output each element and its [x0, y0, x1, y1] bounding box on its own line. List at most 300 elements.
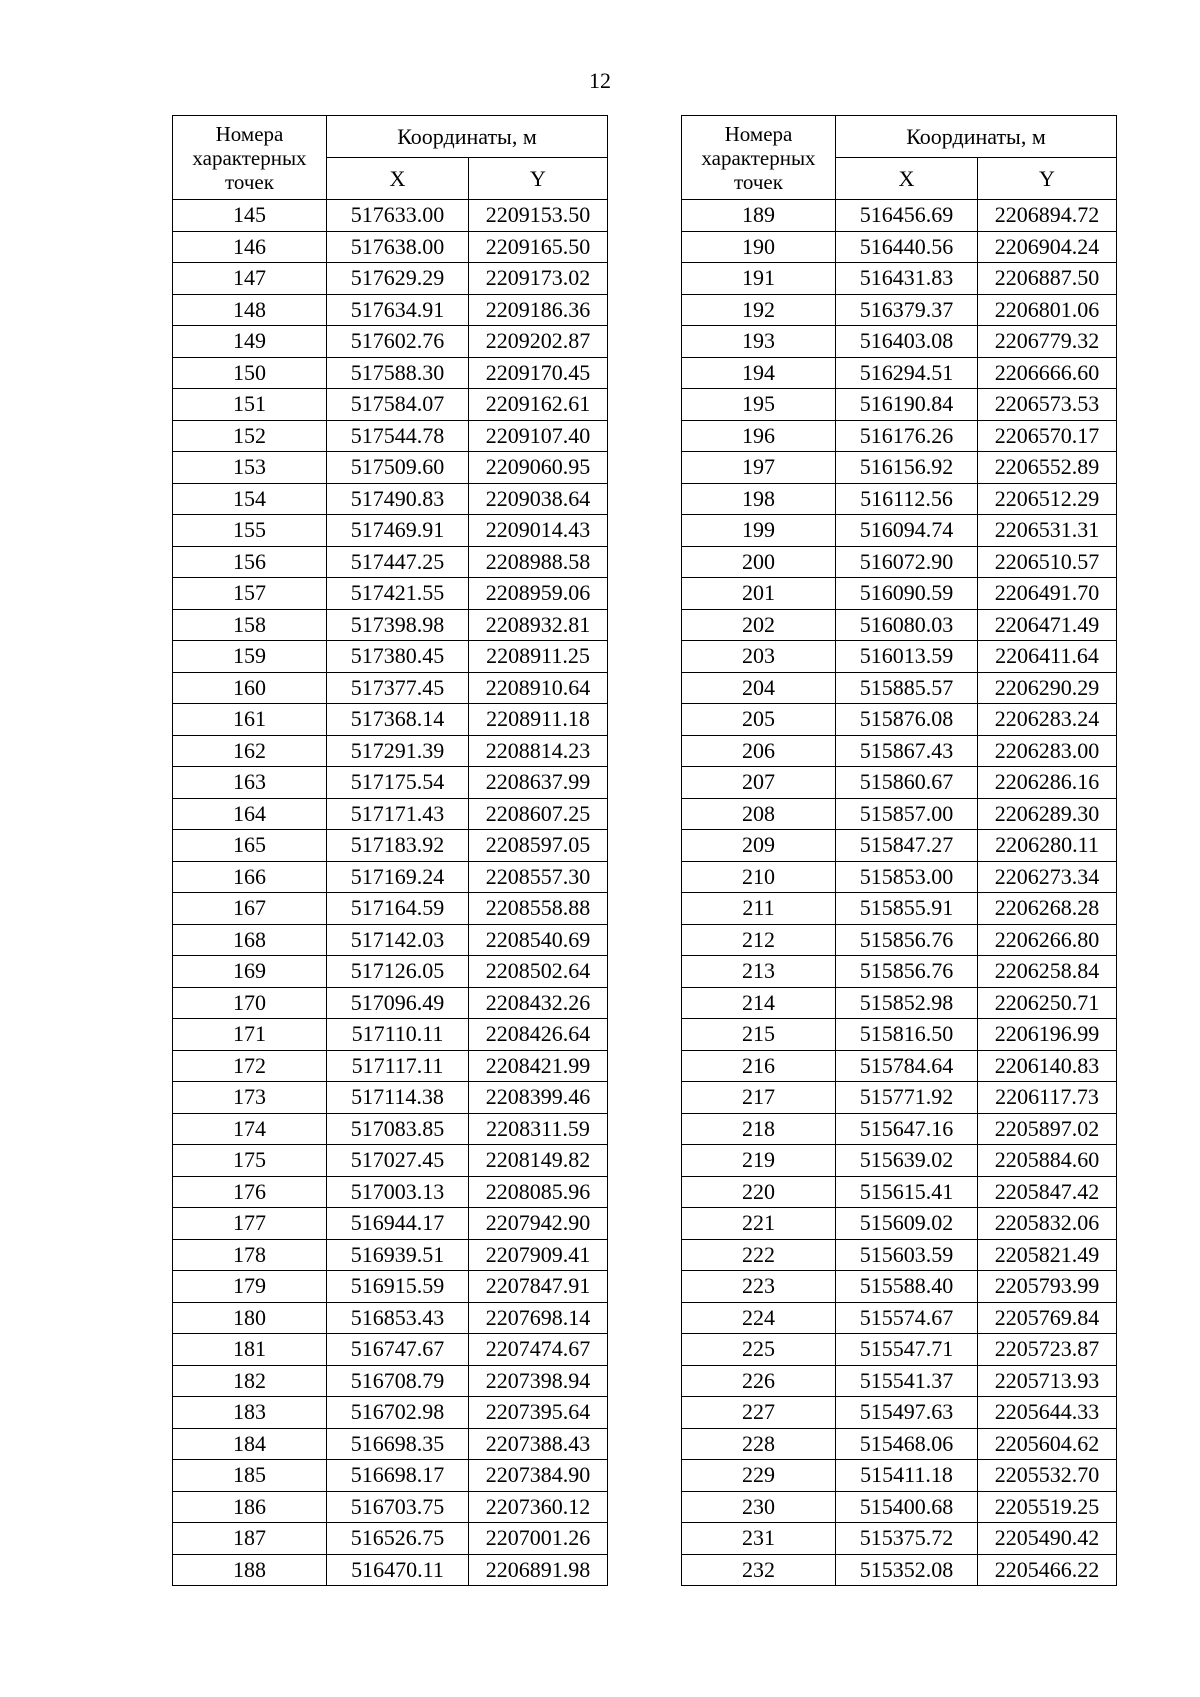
- y-coordinate-cell: 2206411.64: [978, 641, 1117, 673]
- y-coordinate-cell: 2205723.87: [978, 1334, 1117, 1366]
- x-coordinate-cell: 517509.60: [327, 452, 469, 484]
- point-number-cell: 166: [173, 861, 327, 893]
- table-row: [682, 1334, 1117, 1366]
- x-coordinate-cell: 517638.00: [327, 231, 469, 263]
- point-number-cell: 164: [173, 798, 327, 830]
- point-number-cell: 232: [682, 1554, 836, 1586]
- table-row: [682, 1145, 1117, 1177]
- table-row: [682, 672, 1117, 704]
- y-coordinate-cell: 2209202.87: [469, 326, 608, 358]
- y-coordinate-cell: 2207395.64: [469, 1397, 608, 1429]
- table-row: [682, 1208, 1117, 1240]
- x-coordinate-cell: 516379.37: [836, 294, 978, 326]
- table-row: [173, 1176, 608, 1208]
- point-number-cell: 226: [682, 1365, 836, 1397]
- point-number-cell: 227: [682, 1397, 836, 1429]
- y-coordinate-cell: 2206510.57: [978, 546, 1117, 578]
- x-coordinate-cell: 517175.54: [327, 767, 469, 799]
- x-coordinate-cell: 517083.85: [327, 1113, 469, 1145]
- x-coordinate-cell: 515497.63: [836, 1397, 978, 1429]
- table-row: [173, 263, 608, 295]
- table-row: [173, 1113, 608, 1145]
- y-coordinate-cell: 2206290.29: [978, 672, 1117, 704]
- point-number-cell: 191: [682, 263, 836, 295]
- y-coordinate-cell: 2208597.05: [469, 830, 608, 862]
- coordinates-header: Координаты, м: [327, 116, 608, 158]
- table-row: [173, 1428, 608, 1460]
- table-row: [173, 735, 608, 767]
- x-coordinate-cell: 517291.39: [327, 735, 469, 767]
- y-coordinate-cell: 2206283.24: [978, 704, 1117, 736]
- point-number-cell: 186: [173, 1491, 327, 1523]
- x-coordinate-cell: 515468.06: [836, 1428, 978, 1460]
- y-coordinate-cell: 2209038.64: [469, 483, 608, 515]
- point-number-cell: 179: [173, 1271, 327, 1303]
- point-number-cell: 201: [682, 578, 836, 610]
- table-row: [682, 830, 1117, 862]
- point-number-cell: 198: [682, 483, 836, 515]
- table-row: [173, 1271, 608, 1303]
- y-coordinate-cell: 2208910.64: [469, 672, 608, 704]
- x-coordinate-cell: 516702.98: [327, 1397, 469, 1429]
- point-number-cell: 184: [173, 1428, 327, 1460]
- y-coordinate-cell: 2205821.49: [978, 1239, 1117, 1271]
- point-number-cell: 145: [173, 200, 327, 232]
- y-coordinate-cell: 2208311.59: [469, 1113, 608, 1145]
- table-row: [682, 767, 1117, 799]
- x-coordinate-cell: 517421.55: [327, 578, 469, 610]
- point-number-cell: 152: [173, 420, 327, 452]
- x-coordinate-cell: 515411.18: [836, 1460, 978, 1492]
- y-coordinate-cell: 2208911.25: [469, 641, 608, 673]
- table-row: [173, 515, 608, 547]
- x-coordinate-cell: 516440.56: [836, 231, 978, 263]
- table-row: [173, 1208, 608, 1240]
- x-coordinate-cell: 515375.72: [836, 1523, 978, 1555]
- y-coordinate-cell: 2208988.58: [469, 546, 608, 578]
- table-row: [173, 1523, 608, 1555]
- x-coordinate-cell: 516176.26: [836, 420, 978, 452]
- y-coordinate-cell: 2207360.12: [469, 1491, 608, 1523]
- y-coordinate-cell: 2206801.06: [978, 294, 1117, 326]
- y-coordinate-cell: 2206196.99: [978, 1019, 1117, 1051]
- y-column-header: Y: [469, 158, 608, 200]
- y-coordinate-cell: 2208607.25: [469, 798, 608, 830]
- x-coordinate-cell: 517117.11: [327, 1050, 469, 1082]
- y-coordinate-cell: 2209107.40: [469, 420, 608, 452]
- table-row: [682, 1176, 1117, 1208]
- y-coordinate-cell: 2207001.26: [469, 1523, 608, 1555]
- table-row: [173, 1145, 608, 1177]
- x-coordinate-cell: 517380.45: [327, 641, 469, 673]
- y-coordinate-cell: 2206904.24: [978, 231, 1117, 263]
- x-coordinate-cell: 516470.11: [327, 1554, 469, 1586]
- point-number-cell: 225: [682, 1334, 836, 1366]
- point-number-cell: 178: [173, 1239, 327, 1271]
- y-coordinate-cell: 2205490.42: [978, 1523, 1117, 1555]
- table-row: [682, 735, 1117, 767]
- point-number-cell: 203: [682, 641, 836, 673]
- table-row: [173, 326, 608, 358]
- y-coordinate-cell: 2209186.36: [469, 294, 608, 326]
- y-coordinate-cell: 2207847.91: [469, 1271, 608, 1303]
- table-row: [682, 1523, 1117, 1555]
- y-coordinate-cell: 2207474.67: [469, 1334, 608, 1366]
- y-coordinate-cell: 2206552.89: [978, 452, 1117, 484]
- table-row: [682, 704, 1117, 736]
- y-coordinate-cell: 2206491.70: [978, 578, 1117, 610]
- table-row: [682, 893, 1117, 925]
- table-row: [682, 924, 1117, 956]
- table-row: [173, 798, 608, 830]
- point-number-cell: 214: [682, 987, 836, 1019]
- coordinates-header: Координаты, м: [836, 116, 1117, 158]
- x-coordinate-cell: 515647.16: [836, 1113, 978, 1145]
- y-coordinate-cell: 2206891.98: [469, 1554, 608, 1586]
- y-coordinate-cell: 2205644.33: [978, 1397, 1117, 1429]
- y-coordinate-cell: 2208085.96: [469, 1176, 608, 1208]
- y-coordinate-cell: 2206258.84: [978, 956, 1117, 988]
- table-row: [682, 1302, 1117, 1334]
- x-coordinate-cell: 515847.27: [836, 830, 978, 862]
- table-row: [173, 956, 608, 988]
- y-coordinate-cell: 2207909.41: [469, 1239, 608, 1271]
- table-row: [173, 609, 608, 641]
- point-number-cell: 221: [682, 1208, 836, 1240]
- y-column-header: Y: [978, 158, 1117, 200]
- x-coordinate-cell: 517169.24: [327, 861, 469, 893]
- point-number-cell: 185: [173, 1460, 327, 1492]
- y-coordinate-cell: 2205897.02: [978, 1113, 1117, 1145]
- y-coordinate-cell: 2206573.53: [978, 389, 1117, 421]
- point-number-cell: 211: [682, 893, 836, 925]
- point-number-cell: 181: [173, 1334, 327, 1366]
- point-number-cell: 197: [682, 452, 836, 484]
- table-row: [173, 200, 608, 232]
- table-row: [173, 672, 608, 704]
- x-coordinate-cell: 517629.29: [327, 263, 469, 295]
- y-coordinate-cell: 2206289.30: [978, 798, 1117, 830]
- x-coordinate-cell: 516190.84: [836, 389, 978, 421]
- point-number-cell: 170: [173, 987, 327, 1019]
- point-number-cell: 220: [682, 1176, 836, 1208]
- x-coordinate-cell: 516080.03: [836, 609, 978, 641]
- table-row: [173, 1334, 608, 1366]
- point-number-cell: 224: [682, 1302, 836, 1334]
- x-coordinate-cell: 516853.43: [327, 1302, 469, 1334]
- x-coordinate-cell: 515856.76: [836, 924, 978, 956]
- point-number-cell: 177: [173, 1208, 327, 1240]
- y-coordinate-cell: 2206531.31: [978, 515, 1117, 547]
- x-coordinate-cell: 517183.92: [327, 830, 469, 862]
- x-coordinate-cell: 515852.98: [836, 987, 978, 1019]
- point-number-cell: 222: [682, 1239, 836, 1271]
- table-row: [682, 609, 1117, 641]
- table-row: [682, 798, 1117, 830]
- coordinates-table-left: [172, 115, 608, 1586]
- y-coordinate-cell: 2205713.93: [978, 1365, 1117, 1397]
- table-row: [173, 1302, 608, 1334]
- table-row: [682, 357, 1117, 389]
- table-row: [682, 231, 1117, 263]
- x-coordinate-cell: 515574.67: [836, 1302, 978, 1334]
- table-row: [682, 578, 1117, 610]
- point-number-cell: 175: [173, 1145, 327, 1177]
- y-coordinate-cell: 2209153.50: [469, 200, 608, 232]
- table-row: [173, 861, 608, 893]
- x-coordinate-cell: 516431.83: [836, 263, 978, 295]
- x-coordinate-cell: 515639.02: [836, 1145, 978, 1177]
- x-coordinate-cell: 515855.91: [836, 893, 978, 925]
- y-coordinate-cell: 2208911.18: [469, 704, 608, 736]
- y-coordinate-cell: 2209162.61: [469, 389, 608, 421]
- x-coordinate-cell: 516094.74: [836, 515, 978, 547]
- x-coordinate-cell: 515609.02: [836, 1208, 978, 1240]
- x-coordinate-cell: 517447.25: [327, 546, 469, 578]
- point-number-cell: 146: [173, 231, 327, 263]
- point-number-cell: 180: [173, 1302, 327, 1334]
- point-number-cell: 207: [682, 767, 836, 799]
- point-number-cell: 192: [682, 294, 836, 326]
- x-coordinate-cell: 516747.67: [327, 1334, 469, 1366]
- x-coordinate-cell: 515876.08: [836, 704, 978, 736]
- y-coordinate-cell: 2206140.83: [978, 1050, 1117, 1082]
- point-number-cell: 163: [173, 767, 327, 799]
- table-row: [173, 1239, 608, 1271]
- table-row: [682, 641, 1117, 673]
- point-number-cell: 156: [173, 546, 327, 578]
- point-number-cell: 193: [682, 326, 836, 358]
- x-coordinate-cell: 515816.50: [836, 1019, 978, 1051]
- x-coordinate-cell: 517003.13: [327, 1176, 469, 1208]
- table-row: [682, 1113, 1117, 1145]
- x-coordinate-cell: 515853.00: [836, 861, 978, 893]
- point-number-cell: 223: [682, 1271, 836, 1303]
- y-coordinate-cell: 2207698.14: [469, 1302, 608, 1334]
- table-row: [682, 483, 1117, 515]
- point-number-cell: 202: [682, 609, 836, 641]
- table-row: [682, 389, 1117, 421]
- x-coordinate-cell: 516456.69: [836, 200, 978, 232]
- x-coordinate-cell: 517469.91: [327, 515, 469, 547]
- point-number-cell: 217: [682, 1082, 836, 1114]
- point-number-cell: 204: [682, 672, 836, 704]
- x-coordinate-cell: 516112.56: [836, 483, 978, 515]
- y-coordinate-cell: 2208959.06: [469, 578, 608, 610]
- x-coordinate-cell: 516526.75: [327, 1523, 469, 1555]
- table-row: [173, 357, 608, 389]
- table-row: [682, 452, 1117, 484]
- point-number-cell: 188: [173, 1554, 327, 1586]
- point-number-cell: 189: [682, 200, 836, 232]
- y-coordinate-cell: 2208557.30: [469, 861, 608, 893]
- point-number-cell: 210: [682, 861, 836, 893]
- table-row: [173, 987, 608, 1019]
- y-coordinate-cell: 2205532.70: [978, 1460, 1117, 1492]
- x-coordinate-cell: 516939.51: [327, 1239, 469, 1271]
- x-coordinate-cell: 516072.90: [836, 546, 978, 578]
- x-coordinate-cell: 515784.64: [836, 1050, 978, 1082]
- table-row: [682, 263, 1117, 295]
- y-coordinate-cell: 2207398.94: [469, 1365, 608, 1397]
- y-coordinate-cell: 2205466.22: [978, 1554, 1117, 1586]
- y-coordinate-cell: 2206266.80: [978, 924, 1117, 956]
- x-coordinate-cell: 517142.03: [327, 924, 469, 956]
- point-number-cell: 159: [173, 641, 327, 673]
- x-coordinate-cell: 516013.59: [836, 641, 978, 673]
- y-coordinate-cell: 2205847.42: [978, 1176, 1117, 1208]
- point-number-cell: 162: [173, 735, 327, 767]
- point-number-cell: 229: [682, 1460, 836, 1492]
- y-coordinate-cell: 2206512.29: [978, 483, 1117, 515]
- table-row: [682, 1019, 1117, 1051]
- table-row: [173, 1082, 608, 1114]
- table-row: [682, 1271, 1117, 1303]
- table-row: [682, 956, 1117, 988]
- table-row: [682, 326, 1117, 358]
- y-coordinate-cell: 2208540.69: [469, 924, 608, 956]
- table-row: [682, 1460, 1117, 1492]
- y-coordinate-cell: 2205832.06: [978, 1208, 1117, 1240]
- x-coordinate-cell: 516915.59: [327, 1271, 469, 1303]
- point-number-cell: 230: [682, 1491, 836, 1523]
- y-coordinate-cell: 2205884.60: [978, 1145, 1117, 1177]
- point-number-cell: 154: [173, 483, 327, 515]
- point-number-cell: 171: [173, 1019, 327, 1051]
- y-coordinate-cell: 2206280.11: [978, 830, 1117, 862]
- point-number-cell: 219: [682, 1145, 836, 1177]
- points-column-header: Номера характерных точек: [682, 116, 836, 200]
- point-number-cell: 176: [173, 1176, 327, 1208]
- y-coordinate-cell: 2206273.34: [978, 861, 1117, 893]
- x-column-header: X: [836, 158, 978, 200]
- point-number-cell: 216: [682, 1050, 836, 1082]
- x-coordinate-cell: 516698.17: [327, 1460, 469, 1492]
- y-coordinate-cell: 2208399.46: [469, 1082, 608, 1114]
- x-coordinate-cell: 515400.68: [836, 1491, 978, 1523]
- y-coordinate-cell: 2207942.90: [469, 1208, 608, 1240]
- x-coordinate-cell: 515588.40: [836, 1271, 978, 1303]
- point-number-cell: 153: [173, 452, 327, 484]
- point-number-cell: 196: [682, 420, 836, 452]
- y-coordinate-cell: 2205793.99: [978, 1271, 1117, 1303]
- table-row: [173, 294, 608, 326]
- point-number-cell: 150: [173, 357, 327, 389]
- x-coordinate-cell: 517096.49: [327, 987, 469, 1019]
- table-row: [173, 420, 608, 452]
- table-row: [682, 546, 1117, 578]
- x-coordinate-cell: 517114.38: [327, 1082, 469, 1114]
- x-coordinate-cell: 517368.14: [327, 704, 469, 736]
- table-row: [682, 294, 1117, 326]
- x-coordinate-cell: 515867.43: [836, 735, 978, 767]
- y-coordinate-cell: 2206779.32: [978, 326, 1117, 358]
- y-coordinate-cell: 2205604.62: [978, 1428, 1117, 1460]
- table-row: [682, 515, 1117, 547]
- table-row: [682, 1050, 1117, 1082]
- point-number-cell: 213: [682, 956, 836, 988]
- y-coordinate-cell: 2208814.23: [469, 735, 608, 767]
- y-coordinate-cell: 2205519.25: [978, 1491, 1117, 1523]
- y-coordinate-cell: 2206286.16: [978, 767, 1117, 799]
- table-row: [173, 1397, 608, 1429]
- table-row: [173, 1365, 608, 1397]
- x-coordinate-cell: 517110.11: [327, 1019, 469, 1051]
- y-coordinate-cell: 2206471.49: [978, 609, 1117, 641]
- x-coordinate-cell: 517126.05: [327, 956, 469, 988]
- table-body: [682, 200, 1117, 1586]
- table-row: [173, 1554, 608, 1586]
- x-coordinate-cell: 516090.59: [836, 578, 978, 610]
- y-coordinate-cell: 2206666.60: [978, 357, 1117, 389]
- y-coordinate-cell: 2206117.73: [978, 1082, 1117, 1114]
- y-coordinate-cell: 2208932.81: [469, 609, 608, 641]
- table-row: [682, 1239, 1117, 1271]
- x-coordinate-cell: 515615.41: [836, 1176, 978, 1208]
- point-number-cell: 195: [682, 389, 836, 421]
- table-row: [173, 1050, 608, 1082]
- y-coordinate-cell: 2205769.84: [978, 1302, 1117, 1334]
- y-coordinate-cell: 2208502.64: [469, 956, 608, 988]
- x-coordinate-cell: 517584.07: [327, 389, 469, 421]
- table-row: [173, 483, 608, 515]
- point-number-cell: 228: [682, 1428, 836, 1460]
- table-row: [173, 1019, 608, 1051]
- table-row: [682, 861, 1117, 893]
- y-coordinate-cell: 2208637.99: [469, 767, 608, 799]
- point-number-cell: 169: [173, 956, 327, 988]
- y-coordinate-cell: 2206283.00: [978, 735, 1117, 767]
- table-row: [682, 1491, 1117, 1523]
- table-row: [173, 546, 608, 578]
- y-coordinate-cell: 2208426.64: [469, 1019, 608, 1051]
- y-coordinate-cell: 2207384.90: [469, 1460, 608, 1492]
- x-coordinate-cell: 515857.00: [836, 798, 978, 830]
- table-row: [682, 200, 1117, 232]
- table-row: [173, 1491, 608, 1523]
- x-coordinate-cell: 517377.45: [327, 672, 469, 704]
- table-row: [173, 1460, 608, 1492]
- y-coordinate-cell: 2209173.02: [469, 263, 608, 295]
- x-coordinate-cell: 517027.45: [327, 1145, 469, 1177]
- x-coordinate-cell: 517633.00: [327, 200, 469, 232]
- y-coordinate-cell: 2206268.28: [978, 893, 1117, 925]
- point-number-cell: 147: [173, 263, 327, 295]
- point-number-cell: 165: [173, 830, 327, 862]
- x-coordinate-cell: 516944.17: [327, 1208, 469, 1240]
- y-coordinate-cell: 2206570.17: [978, 420, 1117, 452]
- points-column-header: Номера характерных точек: [173, 116, 327, 200]
- point-number-cell: 190: [682, 231, 836, 263]
- point-number-cell: 172: [173, 1050, 327, 1082]
- x-coordinate-cell: 515771.92: [836, 1082, 978, 1114]
- point-number-cell: 231: [682, 1523, 836, 1555]
- table-body: [173, 200, 608, 1586]
- y-coordinate-cell: 2209060.95: [469, 452, 608, 484]
- point-number-cell: 215: [682, 1019, 836, 1051]
- x-coordinate-cell: 515885.57: [836, 672, 978, 704]
- x-coordinate-cell: 517164.59: [327, 893, 469, 925]
- point-number-cell: 212: [682, 924, 836, 956]
- table-row: [173, 578, 608, 610]
- y-coordinate-cell: 2208558.88: [469, 893, 608, 925]
- y-coordinate-cell: 2206894.72: [978, 200, 1117, 232]
- x-coordinate-cell: 516703.75: [327, 1491, 469, 1523]
- x-coordinate-cell: 515541.37: [836, 1365, 978, 1397]
- point-number-cell: 209: [682, 830, 836, 862]
- point-number-cell: 157: [173, 578, 327, 610]
- table-row: [682, 1428, 1117, 1460]
